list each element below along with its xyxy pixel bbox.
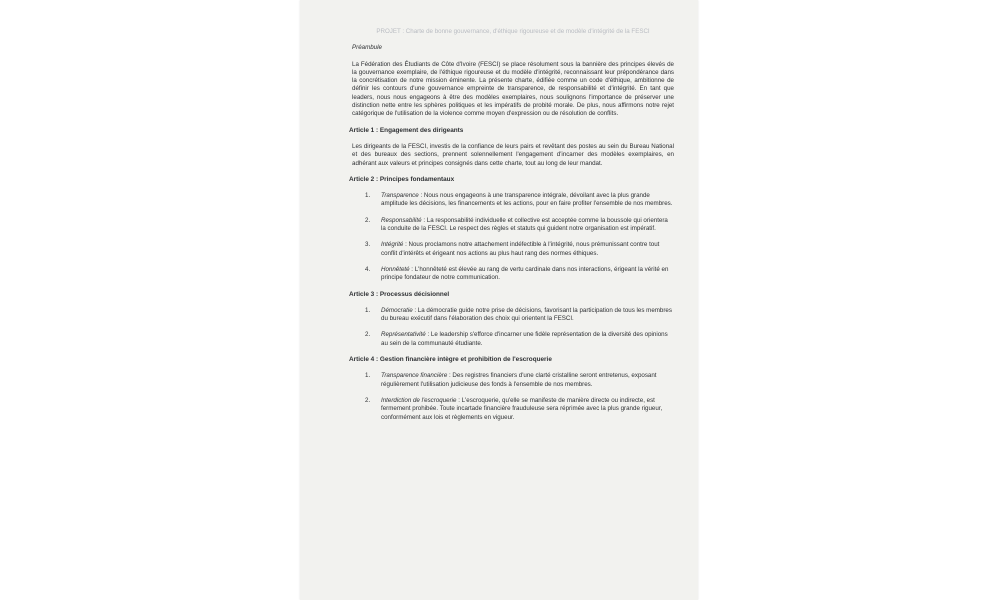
list-item <box>352 217 674 234</box>
item-number: 2. <box>365 331 371 339</box>
article-4-title: Article 4 : Gestion financière intègre et prohibition de l'escroquerie <box>349 356 552 364</box>
item-number: 2. <box>365 396 371 404</box>
list-item <box>352 241 674 258</box>
document-content <box>349 28 674 430</box>
article-1-title: Article 1 : Engagement des dirigeants <box>349 126 464 134</box>
item-number: 2. <box>365 216 371 224</box>
item-term: Honnêteté <box>381 265 410 273</box>
list-item <box>352 397 674 422</box>
article-3-list <box>352 307 674 348</box>
item-term: Démocratie <box>381 306 413 314</box>
item-number: 4. <box>365 265 371 273</box>
item-text: : Nous proclamons notre attachement indéfectible à l'intégrité, nous prémunissant contre tout conflit d'intérêts et érigeant nos actions au plus haut rang des normes éthiques. <box>381 241 660 257</box>
list-item <box>352 331 674 348</box>
list-item <box>352 266 674 283</box>
item-term: Interdiction de l'escroquerie <box>381 396 457 404</box>
item-number: 1. <box>365 372 371 380</box>
article-1-text: Les dirigeants de la FESCI, investis de la confiance de leurs pairs et revêtant des postes au sein du Bureau National et des bureaux des sections, prennent solennellement l'engagement d'incarner des modèles exemplaires, en adhérant aux valeurs et principes consignés dans cette charte, tout au long de leur mandat. <box>352 142 674 167</box>
list-item <box>352 192 674 209</box>
item-text: : L'honnêteté est élevée au rang de vertu cardinale dans nos interactions, érigeant la vérité en principe fondateur de notre communication. <box>381 265 669 282</box>
preamble-text: La Fédération des Étudiants de Côte d'Ivoire (FESCI) se place résolument sous la bannière des principes élevés de la gouvernance exemplaire, de l'éthique rigoureuse et du modèle d'intégrité, reconnaissant leur prépondérance dans la concrétisation de notre mission éminente. La présente charte, édifiée comme un code d'éthique, ambitionne de définir les contours d'une gouvernance empreinte de transparence, de responsabilité et d'intégrité. En tant que leaders, nous nous engageons à être des modèles exemplaires, nous soulignons l'importance de préserver une distinction nette entre les sphères politiques et les impératifs de probité morale. De plus, nous affirmons notre rejet catégorique de l'utilisation de la violence comme moyen d'expression ou de résolution de conflits. <box>352 60 674 118</box>
list-item <box>352 307 674 324</box>
article-4-list <box>352 372 674 421</box>
item-number: 1. <box>365 306 371 314</box>
item-term: Transparence <box>381 192 419 200</box>
item-text: : Le leadership s'efforce d'incarner une fidèle représentation de la diversité des opinions au sein de la communauté étudiante. <box>381 331 668 347</box>
item-text: : Des registres financiers d'une clarté cristalline seront entretenus, exposant régulièrement l'utilisation judicieuse des fonds à l'ensemble de nos membres. <box>381 372 657 388</box>
item-term: Transparence financière <box>381 372 448 380</box>
item-text: : Nous nous engageons à une transparence intégrale, dévoilant avec la plus grande amplitude les décisions, les financements et les actions, pour en faire profiter l'ensemble de nos membres. <box>381 192 673 208</box>
item-text: : L'escroquerie, qu'elle se manifeste de manière directe ou indirecte, est fermement prohibée. Toute incartade financière frauduleuse sera réprimée avec la plus grande rigueur, conformément aux lois et règlements en vigueur. <box>381 396 663 421</box>
document-header: PROJET : Charte de bonne gouvernance, d'éthique rigoureuse et de modèle d'intégrité de la FESCI <box>376 28 650 35</box>
preamble-title: Préambule <box>352 44 382 52</box>
item-number: 3. <box>365 241 371 249</box>
article-2-list <box>352 192 674 282</box>
item-term: Intégrité <box>381 241 404 249</box>
item-text: : La responsabilité individuelle et collective est acceptée comme la boussole qui orientera la conduite de la FESCI. Le respect des règles et statuts qui guident notre organisation est impératif. <box>381 216 668 233</box>
article-2-title: Article 2 : Principes fondamentaux <box>349 175 455 183</box>
article-3-title: Article 3 : Processus décisionnel <box>349 290 450 298</box>
document-page <box>300 0 698 600</box>
item-number: 1. <box>365 192 371 200</box>
item-term: Représentativité <box>381 331 426 339</box>
item-text: : La démocratie guide notre prise de décisions, favorisant la participation de tous les membres du bureau exécutif dans l'élaboration des choix qui orientent la FESCI. <box>381 306 672 323</box>
list-item <box>352 372 674 389</box>
item-term: Responsabilité <box>381 216 422 224</box>
